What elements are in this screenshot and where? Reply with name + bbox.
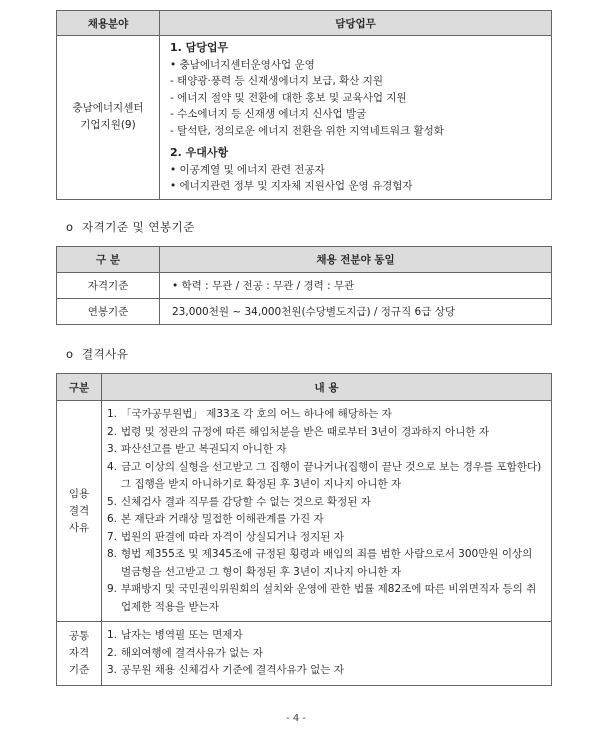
item-number: 2. xyxy=(107,646,118,659)
item-text: 「국가공무원법」 제33조 각 호의 어느 하나에 해당하는 자 xyxy=(121,408,392,420)
row-value: 23,000천원 ~ 34,000천원(수당별도지급) / 정규직 6급 상당 xyxy=(160,299,552,325)
item-text: 공무원 채용 신체검사 기준에 결격사유가 없는 자 xyxy=(121,664,344,676)
category-header: 구 분 xyxy=(57,247,160,273)
item-text: 법령 및 정관의 규정에 따른 해임처분을 받은 때로부터 3년이 경과하지 아니한 자 xyxy=(121,425,489,438)
list-item xyxy=(107,494,545,512)
category-text: 자격 xyxy=(68,646,90,659)
duty-line: - 수소에너지 등 신재생 에너지 신사업 발굴 xyxy=(170,108,367,120)
field-cell xyxy=(57,36,160,200)
heading-bullet: o xyxy=(66,220,74,234)
item-number: 5. xyxy=(107,495,118,508)
list-item xyxy=(107,529,545,547)
group-category xyxy=(57,401,102,622)
job-duty-table xyxy=(56,10,552,200)
item-text: 금고 이상의 실형을 선고받고 그 집행이 끝나거나(집행이 끝난 것으로 보는 경우를 포함한다) 그 집행을 받지 아니하기로 확정된 후 3년이 지나지 아니한 자 xyxy=(121,460,542,490)
category-text: 사유 xyxy=(68,521,90,534)
duty-line: - 탈석탄, 정의로운 에너지 전환을 위한 지역네트워크 활성화 xyxy=(170,124,444,137)
category-header: 구분 xyxy=(57,374,102,401)
duty-cell xyxy=(160,36,552,200)
item-number: 3. xyxy=(107,664,118,676)
page-number: - 4 - xyxy=(286,713,306,724)
table-row xyxy=(57,273,552,299)
field-header: 채용분야 xyxy=(57,11,160,36)
list-item xyxy=(107,662,545,680)
heading-text: 결격사유 xyxy=(82,347,129,361)
heading-text: 자격기준 및 연봉기준 xyxy=(82,220,195,234)
heading-bullet: o xyxy=(66,347,74,361)
item-number: 3. xyxy=(107,443,118,455)
item-number: 1. xyxy=(107,629,118,641)
item-text: 신체검사 결과 직무를 감당할 수 없는 것으로 확정된 자 xyxy=(121,495,371,508)
group-content xyxy=(102,401,552,622)
list-item xyxy=(107,627,545,645)
disqualification-heading xyxy=(66,346,128,362)
item-text: 해외여행에 결격사유가 없는 자 xyxy=(121,646,263,659)
duty-header: 담당업무 xyxy=(160,11,552,36)
preference-line: • 에너지관련 정부 및 지자체 지원사업 운영 유경험자 xyxy=(170,180,413,192)
field-name-line2: 기업지원(9) xyxy=(80,119,136,132)
duty-section-title: 1. 담당업무 xyxy=(170,41,229,54)
list-item xyxy=(107,459,545,494)
item-number: 7. xyxy=(107,530,118,543)
list-item xyxy=(107,406,545,424)
duty-line: - 태양광·풍력 등 신재생에너지 보급, 확산 지원 xyxy=(170,75,384,87)
group-content xyxy=(102,622,552,686)
qualification-table xyxy=(56,246,552,325)
list-item xyxy=(107,441,545,459)
item-number: 9. xyxy=(107,583,118,595)
value-header: 채용 전분야 동일 xyxy=(160,247,552,273)
item-text: 법원의 판결에 따라 자격이 상실되거나 정지된 자 xyxy=(121,530,344,543)
table-row xyxy=(57,299,552,325)
category-text: 공통 xyxy=(68,629,90,642)
item-text: 남자는 병역필 또는 면제자 xyxy=(121,629,243,641)
group-category xyxy=(57,622,102,686)
category-text: 임용 xyxy=(68,487,90,500)
list-item xyxy=(107,645,545,663)
list-item xyxy=(107,511,545,529)
category-text: 기준 xyxy=(68,663,90,676)
item-text: 부패방지 및 국민권익위원회의 설치와 운영에 관한 법률 제82조에 따른 비위면직자 등의 취업제한 적용을 받는자 xyxy=(121,583,537,613)
item-text: 형법 제355조 및 제345조에 규정된 횡령과 배임의 죄를 범한 사람으로서 300만원 이상의 벌금형을 선고받고 그 형이 확정된 후 3년이 지나지 아니한 자 xyxy=(121,548,533,578)
item-number: 4. xyxy=(107,460,118,473)
item-number: 6. xyxy=(107,513,118,525)
list-item xyxy=(107,546,545,581)
disqualification-table xyxy=(56,373,552,686)
category-text: 결격 xyxy=(68,504,90,517)
item-number: 2. xyxy=(107,425,118,438)
preference-section-title: 2. 우대사항 xyxy=(170,146,229,159)
list-item xyxy=(107,424,545,442)
duty-line: - 에너지 절약 및 전환에 대한 홍보 및 교육사업 지원 xyxy=(170,91,407,104)
row-category: 자격기준 xyxy=(57,273,160,299)
preference-line: • 이공계열 및 에너지 관련 전공자 xyxy=(170,163,325,176)
row-value: • 학력 : 무관 / 전공 : 무관 / 경력 : 무관 xyxy=(160,273,552,299)
field-name-line1: 충남에너지센터 xyxy=(72,102,144,115)
list-item xyxy=(107,581,545,616)
qualification-heading xyxy=(66,219,195,235)
duty-line: • 충남에너지센터운영사업 운영 xyxy=(170,58,315,71)
item-text: 파산선고를 받고 복권되지 아니한 자 xyxy=(121,443,287,455)
item-number: 8. xyxy=(107,548,118,560)
content-header: 내 용 xyxy=(102,374,552,401)
item-number: 1. xyxy=(107,408,118,420)
item-text: 본 재단과 거래상 밀접한 이해관계를 가진 자 xyxy=(121,513,324,525)
row-category: 연봉기준 xyxy=(57,299,160,325)
